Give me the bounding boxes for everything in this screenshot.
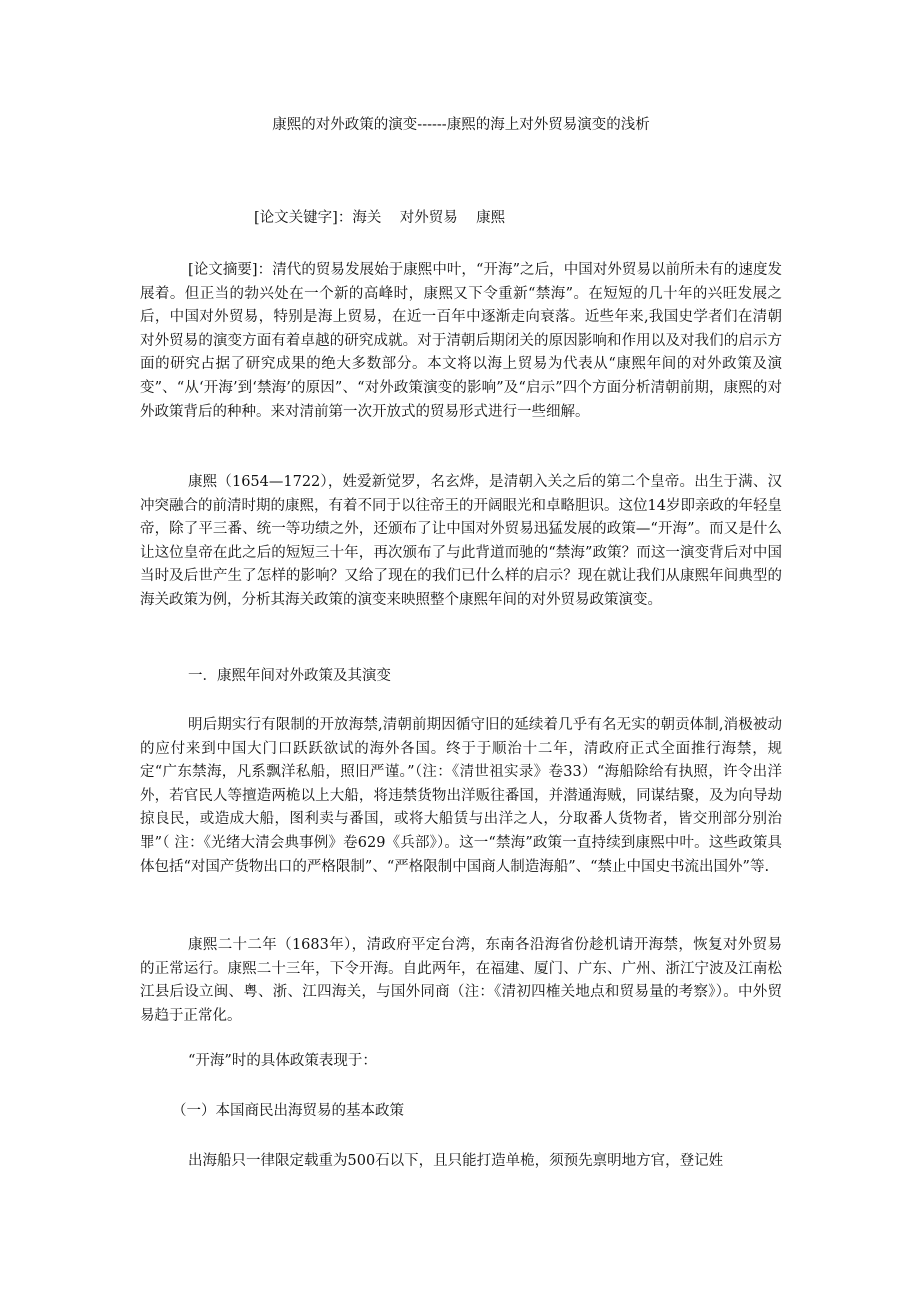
- subsection-heading: （一）本国商民出海贸易的基本政策: [172, 1103, 404, 1119]
- body-paragraph-ships: 出海船只一律限定载重为500石以下，且只能打造单桅，须预先禀明地方官，登记姓: [188, 1153, 724, 1169]
- keywords-line: [论文关键字]：海关 对外贸易 康熙: [254, 210, 506, 226]
- abstract-paragraph: [论文摘要]：清代的贸易发展始于康熙中叶，“开海”之后，中国对外贸易以前所未有的速度发展着。但正当的勃兴处在一个新的高峰时，康熙又下令重新“禁海”。在短短的几十年的兴旺发展之后，中国对外贸易，特别是海上贸易，在近一百年中逐渐走向衰落。近些年来,我国史学者们在清朝对外贸易的演变方面有着卓越的研究成就。对于清朝后期闭关的原因影响和作用以及对我们的启示方面的研究占据了研究成果的绝大多数部分。本文将以海上贸易为代表从“康熙年间的对外政策及演变”、“从‘开海’到‘禁海’的原因”、“对外政策演变的影响”及“启示”四个方面分析清朝前期，康熙的对外政策背后的种种。来对清前第一次开放式的贸易形式进行一些细解。: [140, 262, 782, 420]
- body-paragraph-kangxi22: 康熙二十二年（1683年），清政府平定台湾，东南各沿海省份趁机请开海禁，恢复对外贸易的正常运行。康熙二十三年，下令开海。自此两年，在福建、厦门、广东、广州、浙江宁波及江南松江县后设立闽、粤、浙、江四海关，与国外同商（注：《清初四榷关地点和贸易量的考察》）。中外贸易趋于正常化。: [140, 937, 782, 1024]
- body-paragraph-ming: 明后期实行有限制的开放海禁,清朝前期因循守旧的延续着几乎有名无实的朝贡体制,消极被动的应付来到中国大门口跃跃欲试的海外各国。终于于顺治十二年，清政府正式全面推行海禁，规定“广东禁海，凡系飘洋私船，照旧严谨。”（注：《清世祖实录》卷33）“海船除给有执照，许令出洋外，若官民人等擅造两桅以上大船，将违禁货物出洋贩往番国，并潜通海贼，同谋结聚，及为向导劫掠良民，或造成大船，图利卖与番国，或将大船赁与出洋之人，分取番人货物者，皆交刑部分别治罪”（ 注：《光绪大清会典事例》卷629《兵部》）。这一“禁海”政策一直持续到康熙中叶。这些政策具体包括“对国产货物出口的严格限制”、“严格限制中国商人制造海船”、“禁止中国史书流出国外”等.: [140, 717, 782, 875]
- body-paragraph-kaihai: “开海”时的具体政策表现于：: [188, 1053, 377, 1069]
- section-heading: 一．康熙年间对外政策及其演变: [188, 668, 391, 684]
- intro-paragraph: 康熙（1654—1722），姓爱新觉罗，名玄烨，是清朝入关之后的第二个皇帝。出生于满、汉冲突融合的前清时期的康熙，有着不同于以往帝王的开阔眼光和卓略胆识。这位14岁即亲政的年轻皇帝，除了平三番、统一等功绩之外，还颁布了让中国对外贸易迅猛发展的政策—“开海”。而又是什么让这位皇帝在此之后的短短三十年，再次颁布了与此背道而驰的“禁海”政策？而这一演变背后对中国当时及后世产生了怎样的影响？又给了现在的我们已什么样的启示？现在就让我们从康熙年间典型的海关政策为例，分析其海关政策的演变来映照整个康熙年间的对外贸易政策演变。: [140, 474, 782, 608]
- document-title: 康熙的对外政策的演变------康熙的海上对外贸易演变的浅析: [272, 117, 650, 133]
